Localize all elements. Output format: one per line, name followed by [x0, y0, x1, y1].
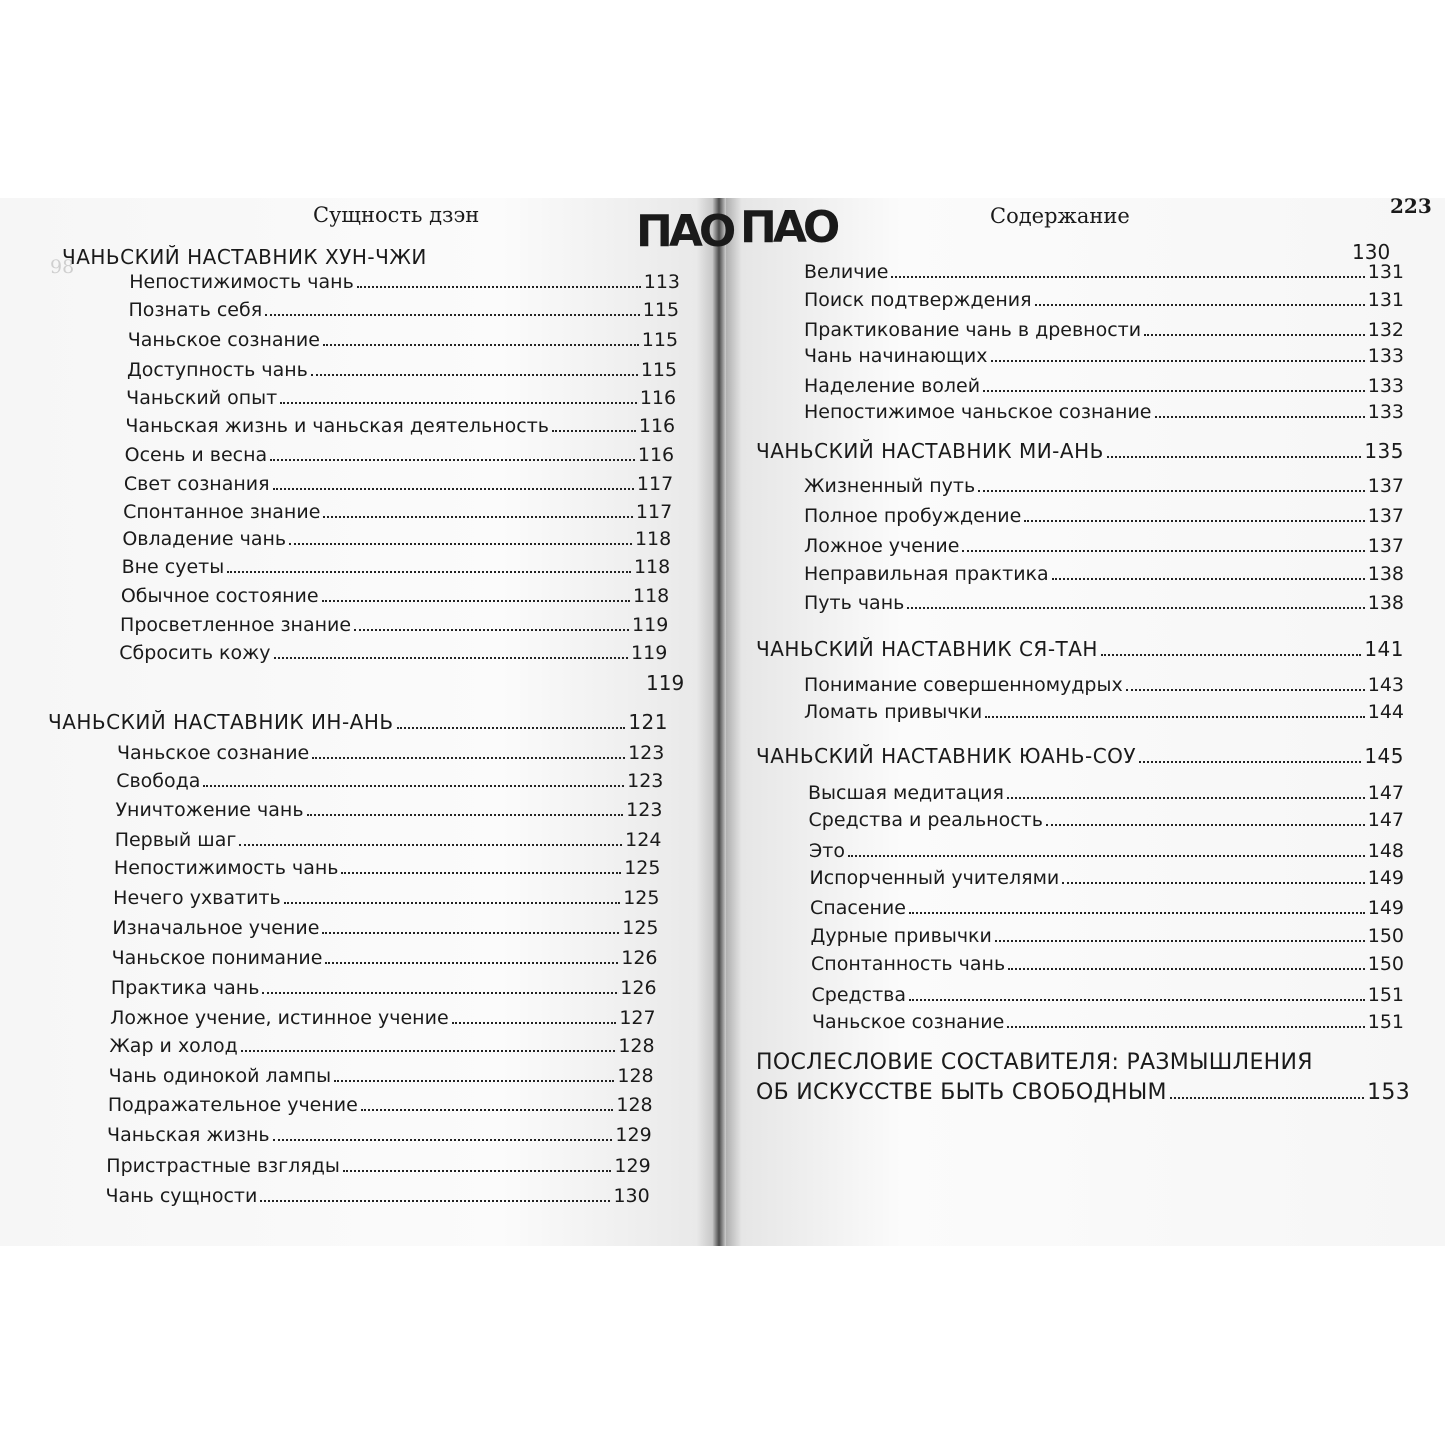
toc-entry[interactable] [113, 887, 659, 909]
toc-page-number: 138 [1367, 563, 1404, 585]
toc-entry-title: Ложное учение [804, 535, 960, 557]
toc-page-number: 131 [1367, 289, 1404, 311]
dot-leader [962, 550, 1364, 552]
toc-entry-title: ЧАНЬСКИЙ НАСТАВНИК СЯ-ТАН [756, 637, 1098, 661]
toc-entry[interactable] [804, 505, 1404, 527]
toc-entry[interactable] [109, 1035, 654, 1057]
right-publisher-logo: ПАО [740, 202, 837, 253]
toc-entry[interactable] [804, 401, 1404, 423]
dot-leader [343, 1170, 612, 1172]
toc-page-number: 138 [1367, 592, 1404, 614]
dot-leader [985, 716, 1364, 718]
toc-entry-title: Испорченный учителями [809, 867, 1060, 889]
toc-entry-title: Дурные привычки [810, 925, 992, 947]
toc-entry[interactable] [804, 475, 1404, 497]
toc-entry[interactable] [116, 770, 663, 792]
toc-entry[interactable] [121, 585, 669, 607]
toc-entry-title: Свобода [116, 770, 201, 792]
toc-entry-title: Непостижимость чань [129, 271, 354, 293]
left-publisher-logo: ПАО [636, 206, 733, 257]
toc-entry[interactable] [122, 556, 671, 578]
dot-leader [1024, 520, 1364, 522]
toc-entry-title: Путь чань [804, 592, 905, 614]
toc-entry-title: Овладение чань [122, 528, 287, 550]
dot-leader [284, 902, 620, 904]
toc-page-number: 129 [615, 1124, 652, 1146]
toc-entry-title: Понимание совершенномудрых [804, 674, 1123, 696]
toc-page-number: 119 [631, 642, 668, 664]
toc-page-number: 121 [628, 710, 668, 734]
toc-entry[interactable] [106, 1155, 650, 1177]
dot-leader [1007, 1026, 1364, 1028]
toc-entry-title: Это [809, 840, 845, 862]
toc-entry[interactable] [115, 799, 662, 821]
dot-leader [891, 276, 1364, 278]
dot-leader [1144, 334, 1365, 336]
toc-page-number: 131 [1367, 261, 1404, 283]
toc-entry-title: Чань сущности [105, 1185, 258, 1207]
toc-page-number: 128 [618, 1035, 655, 1057]
toc-page-number: 119 [632, 614, 669, 636]
toc-entry[interactable] [119, 642, 667, 664]
toc-entry-title: Просветленное знание [120, 614, 352, 636]
dot-leader [983, 390, 1365, 392]
toc-entry[interactable] [107, 1124, 652, 1146]
toc-page-number: 151 [1367, 1011, 1404, 1033]
toc-page-number: 117 [635, 501, 673, 523]
toc-page-number: 125 [622, 917, 659, 939]
toc-page-number: 129 [614, 1155, 651, 1177]
dot-leader [273, 1139, 613, 1141]
toc-entry[interactable] [122, 528, 671, 550]
toc-entry-title: Познать себя [128, 299, 263, 321]
dot-leader [1052, 578, 1365, 580]
toc-entry[interactable] [804, 319, 1404, 341]
dot-leader [452, 1022, 617, 1024]
toc-page-number: 123 [627, 770, 664, 792]
dot-leader [323, 344, 639, 346]
toc-entry-title: Чань одинокой лампы [108, 1065, 332, 1087]
toc-section[interactable] [756, 439, 1404, 463]
toc-page-number: 137 [1367, 475, 1404, 497]
toc-page-number: 147 [1367, 782, 1404, 804]
dot-leader [227, 571, 631, 573]
dot-leader [274, 657, 629, 659]
toc-entry-title: Первый шаг [114, 829, 237, 851]
toc-entry[interactable] [810, 897, 1404, 919]
dot-leader [1101, 654, 1361, 656]
toc-entry[interactable] [129, 271, 680, 293]
toc-page-number: 143 [1367, 674, 1404, 696]
dot-leader [325, 962, 618, 964]
dot-leader [289, 543, 632, 545]
toc-entry[interactable] [112, 947, 658, 969]
toc-page-number: 153 [1367, 1080, 1410, 1105]
toc-entry[interactable] [109, 1065, 654, 1087]
toc-page-number: 124 [625, 829, 662, 851]
toc-entry-title: Неправильная практика [804, 563, 1049, 585]
bleed-through-text: 98 [50, 256, 75, 278]
toc-entry-title: Чаньская жизнь [107, 1124, 270, 1146]
dot-leader [1155, 416, 1365, 418]
toc-page-number: 123 [628, 742, 665, 764]
toc-entry[interactable] [812, 1011, 1404, 1033]
toc-entry-title: Вне суеты [121, 556, 225, 578]
toc-page-number: 130 [613, 1185, 650, 1207]
toc-entry-title: Спасение [810, 897, 906, 919]
dot-leader [1107, 456, 1361, 458]
toc-page-number: 133 [1367, 345, 1404, 367]
toc-entry[interactable] [115, 829, 662, 851]
toc-page-number: 118 [632, 585, 670, 607]
toc-entry-title: Величие [804, 261, 889, 283]
dot-leader [1126, 689, 1365, 691]
afterword-title-line1[interactable]: ПОСЛЕСЛОВИЕ СОСТАВИТЕЛЯ: РАЗМЫШЛЕНИЯ [756, 1050, 1313, 1075]
toc-entry[interactable] [106, 1185, 650, 1207]
dot-leader [907, 607, 1364, 609]
toc-entry[interactable] [804, 674, 1404, 696]
toc-page-number: 137 [1367, 535, 1404, 557]
toc-entry-title: Спонтанность чань [811, 953, 1006, 975]
toc-entry-title: Спонтанное знание [123, 501, 321, 523]
toc-entry-title: Жар и холод [109, 1035, 238, 1057]
toc-page-number: 123 [626, 799, 663, 821]
toc-entry-title: Свет сознания [123, 473, 270, 495]
toc-entry-title: Пристрастные взгляды [106, 1155, 340, 1177]
toc-entry[interactable] [808, 782, 1404, 804]
dot-leader [312, 757, 625, 759]
toc-page-number: 141 [1364, 637, 1404, 661]
toc-entry[interactable] [110, 1007, 655, 1029]
toc-entry-title: Подражательное учение [107, 1094, 358, 1116]
toc-page-number: 148 [1367, 840, 1404, 862]
dot-leader [1008, 968, 1365, 970]
dot-leader [273, 488, 634, 490]
dot-leader [552, 430, 636, 432]
toc-page-number: 133 [1367, 375, 1404, 397]
dot-leader [280, 402, 637, 404]
left-running-head: Сущность дзэн [313, 203, 480, 227]
dot-leader [307, 814, 624, 816]
toc-section[interactable] [62, 245, 487, 269]
page-number: 223 [1390, 194, 1432, 218]
toc-entry-title: Обычное состояние [120, 585, 319, 607]
toc-entry-title: Средства [811, 984, 907, 1006]
toc-entry[interactable] [111, 977, 657, 999]
dot-leader [1035, 304, 1365, 306]
open-book [0, 194, 1445, 1246]
toc-entry-title: Доступность чань [126, 359, 308, 381]
dot-leader [1170, 1097, 1364, 1099]
afterword-entry[interactable] [756, 1080, 1410, 1105]
toc-entry[interactable] [804, 261, 1404, 283]
dot-leader [270, 459, 635, 461]
toc-page-number: 137 [1367, 505, 1404, 527]
toc-entry-title: Ложное учение, истинное учение [110, 1007, 449, 1029]
toc-entry[interactable] [804, 375, 1404, 397]
toc-entry-title: Чаньская жизнь и чаньская деятельность [125, 415, 549, 437]
toc-entry[interactable] [811, 925, 1405, 947]
toc-entry[interactable] [125, 415, 675, 437]
toc-entry-title: Чаньское сознание [116, 742, 310, 764]
toc-entry-title: Практикование чань в древности [804, 319, 1142, 341]
toc-page-number: 115 [642, 299, 680, 321]
toc-page-number: 149 [1367, 897, 1404, 919]
toc-entry-title: Чаньское понимание [111, 947, 323, 969]
toc-entry[interactable] [809, 840, 1404, 862]
toc-page-number: 117 [636, 473, 674, 495]
toc-entry[interactable] [125, 444, 675, 466]
toc-entry[interactable] [804, 592, 1404, 614]
toc-entry[interactable] [812, 984, 1405, 1006]
toc-page-number: 151 [1367, 984, 1404, 1006]
toc-entry-title: ОБ ИСКУССТВЕ БЫТЬ СВОБОДНЫМ [756, 1080, 1167, 1105]
dot-leader [311, 374, 638, 376]
dot-leader [909, 912, 1365, 914]
toc-page-number: 133 [1367, 401, 1404, 423]
toc-entry-title: Изначальное учение [112, 917, 320, 939]
toc-page-number: 115 [641, 329, 679, 351]
toc-page-number: 130 [1352, 240, 1391, 264]
toc-page-number: 150 [1367, 953, 1404, 975]
dot-leader [991, 360, 1365, 362]
toc-entry[interactable] [804, 345, 1404, 367]
toc-entry-title: ЧАНЬСКИЙ НАСТАВНИК ИН-АНЬ [48, 710, 394, 734]
toc-entry-title: Ломать привычки [804, 701, 983, 723]
toc-entry-title: Практика чань [110, 977, 260, 999]
toc-page-number: 119 [646, 671, 685, 695]
toc-entry[interactable] [112, 917, 658, 939]
toc-page-number: 115 [640, 359, 678, 381]
dot-leader [354, 629, 629, 631]
dot-leader [978, 490, 1365, 492]
dot-leader [995, 940, 1365, 942]
dot-leader [1046, 824, 1365, 826]
toc-entry-title: Непостижимое чаньское сознание [804, 401, 1152, 423]
dot-leader [265, 314, 640, 316]
toc-entry-title: Уничтожение чань [115, 799, 304, 821]
toc-entry[interactable] [114, 857, 661, 879]
toc-page-number: 145 [1364, 744, 1404, 768]
dot-leader [397, 727, 626, 729]
toc-entry[interactable] [810, 867, 1405, 889]
toc-entry-title: ЧАНЬСКИЙ НАСТАВНИК МИ-АНЬ [756, 439, 1104, 463]
toc-page-number: 127 [619, 1007, 656, 1029]
toc-page-number: 126 [620, 977, 657, 999]
dot-leader [239, 844, 622, 846]
dot-leader [1139, 761, 1361, 763]
toc-entry-title: Наделение волей [804, 375, 981, 397]
toc-entry-title: Чаньское сознание [812, 1011, 1005, 1033]
toc-entry[interactable] [809, 809, 1405, 831]
dot-leader [1062, 882, 1364, 884]
toc-page-number: 126 [621, 947, 658, 969]
toc-entry[interactable] [108, 1094, 653, 1116]
toc-section[interactable] [756, 744, 1404, 768]
dot-leader [848, 855, 1365, 857]
toc-entry[interactable] [804, 701, 1404, 723]
toc-entry[interactable] [127, 359, 677, 381]
toc-entry-title: Непостижимость чань [113, 857, 339, 879]
toc-page-number: 113 [643, 271, 681, 293]
toc-entry-title: ЧАНЬСКИЙ НАСТАВНИК ЮАНЬ-СОУ [756, 744, 1137, 768]
toc-page-number: 132 [1367, 319, 1404, 341]
toc-page-number: 147 [1367, 809, 1404, 831]
dot-leader [203, 785, 624, 787]
dot-leader [322, 932, 619, 934]
toc-page-number: 118 [633, 556, 671, 578]
book-gutter [712, 198, 726, 1246]
toc-entry-title: Поиск подтверждения [804, 289, 1032, 311]
toc-page-number: 135 [1364, 439, 1404, 463]
toc-page-number: 125 [624, 857, 661, 879]
dot-leader [241, 1050, 616, 1052]
toc-section[interactable] [48, 710, 668, 734]
dot-leader [334, 1080, 614, 1082]
toc-page-number: 149 [1367, 867, 1404, 889]
toc-page-number: 116 [638, 415, 676, 437]
dot-leader [322, 600, 630, 602]
toc-entry-title: Осень и весна [124, 444, 268, 466]
toc-entry-title: Полное пробуждение [804, 505, 1022, 527]
toc-page-number: 116 [637, 444, 675, 466]
toc-page-number: 128 [616, 1094, 653, 1116]
toc-entry-title: Средства и реальность [808, 809, 1043, 831]
dot-leader [361, 1109, 614, 1111]
toc-entry-title: Чаньский опыт [126, 387, 278, 409]
toc-page-number: 150 [1367, 925, 1404, 947]
toc-entry-title: ЧАНЬСКИЙ НАСТАВНИК ХУН-ЧЖИ [62, 245, 427, 269]
toc-entry-title: Жизненный путь [804, 475, 976, 497]
toc-entry[interactable] [128, 299, 679, 321]
toc-entry[interactable] [811, 953, 1404, 975]
dot-leader [323, 516, 633, 518]
dot-leader [1007, 797, 1365, 799]
toc-page-number: 118 [634, 528, 672, 550]
toc-entry[interactable] [128, 329, 678, 351]
toc-page-number: 125 [623, 887, 660, 909]
toc-entry[interactable] [126, 387, 676, 409]
right-running-head: Содержание [990, 204, 1130, 228]
toc-entry-title: Высшая медитация [808, 782, 1004, 804]
toc-entry[interactable] [804, 535, 1404, 557]
toc-entry[interactable] [120, 614, 668, 636]
toc-entry-title: Чаньское сознание [127, 329, 320, 351]
toc-entry[interactable] [804, 289, 1404, 311]
dot-leader [341, 872, 621, 874]
dot-leader [262, 992, 617, 994]
toc-page-number: 144 [1367, 701, 1404, 723]
toc-entry-title: Нечего ухватить [113, 887, 281, 909]
toc-page-number: 116 [639, 387, 677, 409]
toc-entry-title: Сбросить кожу [119, 642, 271, 664]
toc-entry[interactable] [124, 473, 673, 495]
dot-leader [909, 999, 1365, 1001]
dot-leader [357, 286, 641, 288]
toc-page-number: 128 [617, 1065, 654, 1087]
toc-section[interactable] [756, 637, 1404, 661]
toc-entry[interactable] [123, 501, 672, 523]
toc-entry-title: Чань начинающих [804, 345, 988, 367]
dot-leader [260, 1200, 610, 1202]
toc-entry[interactable] [117, 742, 664, 764]
toc-entry[interactable] [804, 563, 1404, 585]
